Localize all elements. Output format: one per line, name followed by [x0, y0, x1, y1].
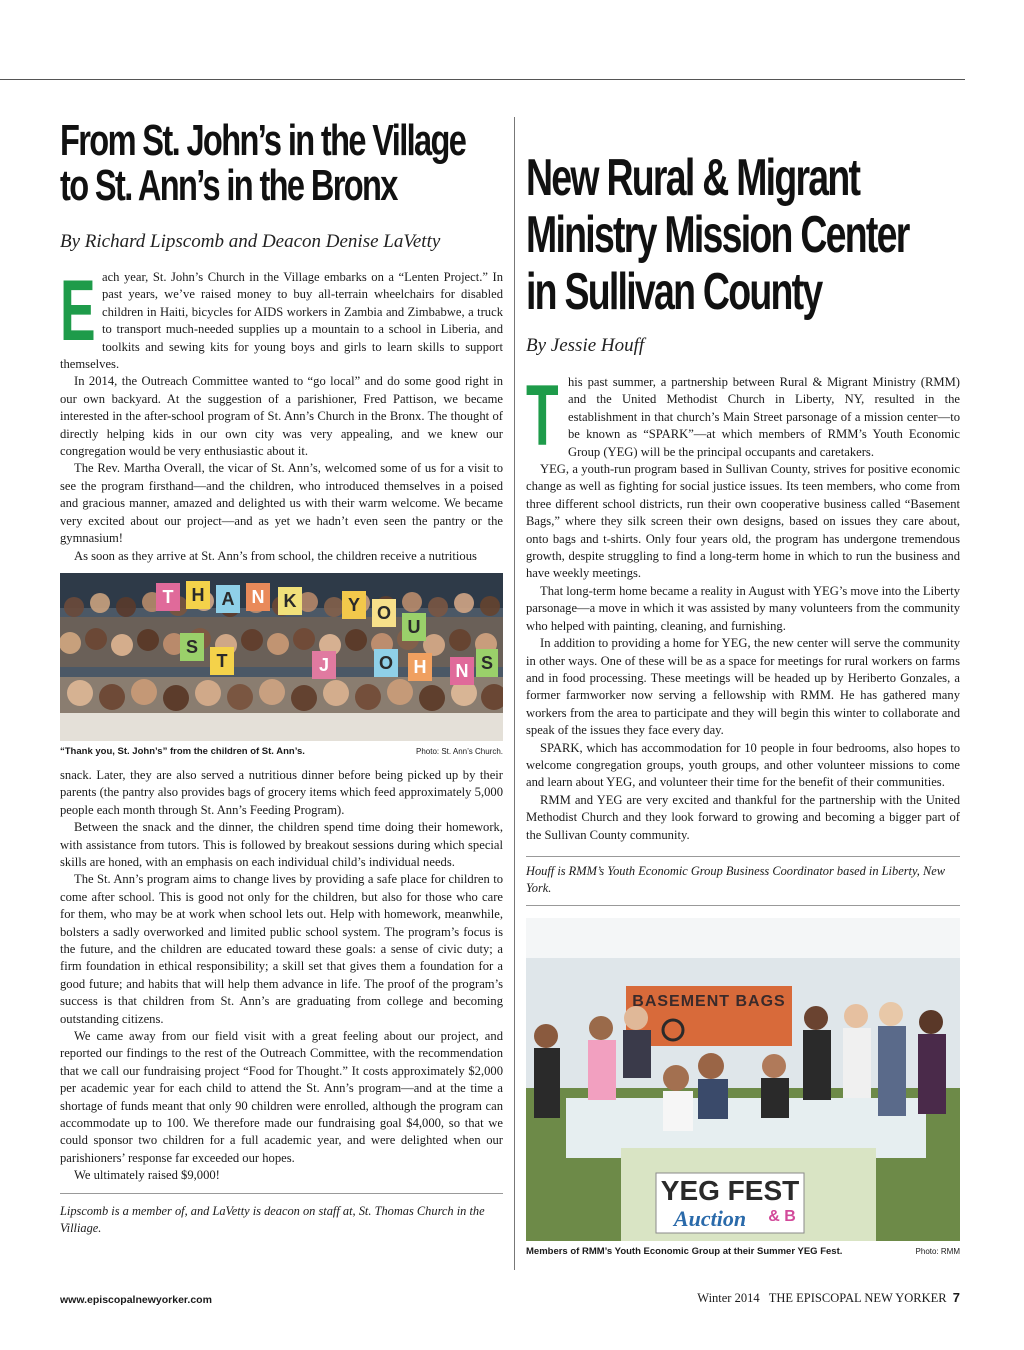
left-paragraph-1: ach year, St. John’s Church in the Village embarks on a “Lenten Project.” In past years, we’ve raised money to buy all-terrain wheelchairs for disabled children in Haiti, bicycles for AIDS workers in Zambia and Zimbabwe, a truck to transport much-needed supplies up a mountain to a school in Liberia, and toolkits and sewing kits for young boys and girls to learn skills to support themselves.	[60, 270, 503, 372]
column-divider	[514, 117, 515, 1270]
left-headline	[60, 118, 504, 208]
right-paragraph-1: his past summer, a partnership between Rural & Migrant Ministry (RMM) and the United Methodist Church in Liberty, NY, resulted in the establishment in that church’s Main Street parsonage of a mission center—to be known as “SPARK”—at which members of RMM’s Youth Economic Group (YEG) will be the principal occupants and caretakers.	[568, 375, 960, 459]
photo-sign-J: J	[312, 651, 336, 679]
right-headline-line-1: New Rural & Migrant	[526, 149, 860, 207]
photo-sign-K: K	[278, 587, 302, 615]
left-paragraph-7: The St. Ann’s program aims to change lives by providing a safe place for children to come after school. This is good not only for the children, but also for those who care for them, who may be at work when school lets out. Help with homework, meanwhile, bolsters a sadly overworked and limited public school system. The program’s focus is the future, and the children are educated toward these goals: a sense of civic duty; a firm foundation in ethical responsibility; a skill set that gives them a foundation for a good future; and habits that will help them advance in life. The proof of the program’s success is that children from St. Ann’s are graduating from college and becoming outstanding citizens.	[60, 872, 503, 1026]
footer-website: www.episcopalnewyorker.com	[60, 1294, 212, 1306]
photo-sign-Y: Y	[342, 591, 366, 619]
photo-sign-S2: S	[476, 649, 498, 677]
basement-bags-banner: BASEMENT BAGS	[632, 992, 786, 1010]
right-byline: By Jessie Houff	[526, 335, 645, 356]
footer-issue: Winter 2014	[697, 1291, 760, 1305]
right-photo-caption: Members of RMM’s Youth Economic Group at their Summer YEG Fest.	[526, 1245, 843, 1257]
right-paragraph-2: YEG, a youth-run program based in Sullivan County, strives for positive economic change as well as fighting for social justice issues. Its teen members, who come from three different school districts, run their own cooperative business called “Basement Bags,” where they silk screen their own designs, based on issues they care about, onto bags and t-shirts. Only four years old, the program has undergone tremendous growth, despite struggling to find a long-term home in which to run the business and have weekly meetings.	[526, 462, 960, 581]
left-paragraph-8: We came away from our field visit with a great feeling about our project, and reported our findings to the rest of the Outreach Committee, with the recommendation that we call our fundraising project “Food for Thought.” It costs approximately $2,000 per academic year for each child to attend the St. Ann’s program—and at the time a shortage of funds meant that only 90 children were enrolled, although the program can accommodate up to 100. We therefore made our fundraising goal $4,000, so that we could sponsor two children for a full academic year, and were delighted when our parishioners’ response far exceeded our hopes.	[60, 1029, 503, 1165]
right-paragraph-3: That long-term home became a reality in August with YEG’s move into the Liberty parsonage—a move in which it was assisted by many volunteers from the community who helped with painting, cleaning, and furnishing.	[526, 583, 960, 633]
photo-sign-O: O	[372, 599, 396, 627]
yeg-fest-sign-line-1: YEG FEST	[660, 1174, 800, 1206]
yeg-fest-sign-line-2: Auction	[673, 1205, 747, 1231]
right-paragraph-5: SPARK, which has accommodation for 10 people in four bedrooms, also hopes to welcome congregation groups, youth groups, and other volunteer missions to come and learn about YEG, and volunteer their time for the benefit of their communities.	[526, 740, 960, 790]
photo-sign-A: A	[216, 585, 240, 613]
photo-sign-N2: N	[450, 657, 474, 685]
left-paragraph-5: snack. Later, they are also served a nutritious dinner before being picked up by their parents (the pantry also provides bags of grocery items which feed approximately 5,000 people each month through St. Ann’s Feeding Program).	[60, 767, 503, 817]
children-group-photo	[60, 573, 503, 741]
photo-sign-T2: T	[210, 647, 234, 675]
right-body	[526, 368, 960, 844]
left-author-note: Lipscomb is a member of, and LaVetty is deacon on staff at, St. Thomas Church in the Villiage.	[60, 1193, 503, 1237]
top-rule	[0, 79, 965, 80]
left-paragraph-2: In 2014, the Outreach Committee wanted to “go local” and do some good right in our own backyard. At the suggestion of a parishioner, Fred Pattison, we became interested in the after-school program of St. Ann’s Church in the Bronx. The thought of directly helping kids in our own city was very appealing, and we knew our congregation would be very enthusiastic about it.	[60, 374, 503, 459]
footer-publication: THE EPISCOPAL NEW YORKER	[768, 1291, 947, 1305]
right-headline-line-2: Ministry Mission Center	[526, 206, 909, 264]
left-headline-line-2: to St. Ann’s in the Bronx	[60, 161, 397, 210]
footer-issue-info	[665, 1290, 960, 1306]
right-paragraph-6: RMM and YEG are very excited and thankful for the partnership with the United Methodist Church and they look forward to growing and becoming a bigger part of the Sullivan County community.	[526, 792, 960, 842]
right-author-note: Houff is RMM’s Youth Economic Group Business Coordinator based in Liberty, New York.	[526, 856, 960, 906]
yeg-fest-sign-amp: & B	[768, 1207, 796, 1225]
left-paragraph-9: We ultimately raised $9,000!	[74, 1168, 220, 1183]
left-photo-caption: “Thank you, St. John’s” from the children of St. Ann’s.	[60, 745, 305, 757]
right-photo-caption-row	[526, 1246, 960, 1257]
left-byline: By Richard Lipscomb and Deacon Denise LaVetty	[60, 231, 441, 252]
right-headline-line-3: in Sullivan County	[526, 263, 822, 321]
left-paragraph-3: The Rev. Martha Overall, the vicar of St. Ann’s, welcomed some of us for a visit to see the program firsthand—and the children, who introduced themselves in a poised and gracious manner, amazed and delighted us with their warm welcome. We became very excited about our project—and as yet we hadn’t even seen the pantry or the gymnasium!	[60, 461, 503, 546]
photo-sign-U: U	[402, 613, 426, 641]
left-headline-line-1: From St. John’s in the Village	[60, 116, 466, 165]
right-headline	[526, 150, 965, 321]
left-paragraph-4: As soon as they arrive at St. Ann’s from school, the children receive a nutritious	[74, 548, 477, 563]
photo-sign-O2: O	[374, 649, 398, 677]
right-article	[526, 150, 960, 1257]
right-paragraph-4: In addition to providing a home for YEG, the new center will serve the community in other ways. One of these will be as a space for meetings for rural workers on farms and in food processing. These meetings will be headed up by Heriberto Gonzales, a former farmworker now serving a fellowship with RMM. He has gathered many workers from the area to participate and they will begin this winter to collaborate and speak of the issues they face every day.	[526, 636, 960, 738]
photo-sign-H: H	[186, 581, 210, 609]
yeg-fest-photo	[526, 918, 960, 1241]
left-photo-caption-row	[60, 746, 503, 757]
left-dropcap: E	[60, 263, 96, 359]
photo-sign-T: T	[156, 583, 180, 611]
photo-sign-H2: H	[408, 653, 432, 681]
photo-sign-N: N	[246, 583, 270, 611]
footer-page-number: 7	[952, 1290, 960, 1305]
right-dropcap: T	[526, 368, 559, 464]
left-body-bottom	[60, 767, 503, 1185]
left-photo-credit: Photo: St. Ann’s Church.	[415, 746, 503, 756]
left-body-top	[60, 263, 503, 565]
right-photo-credit: Photo: RMM	[915, 1246, 960, 1256]
left-paragraph-6: Between the snack and the dinner, the children spend time doing their homework, with assistance from tutors. This is followed by breakout sessions during which special skills are honed, with an emphasis on each individual child’s individual needs.	[60, 820, 503, 869]
left-article	[60, 118, 503, 1237]
photo-sign-S: S	[180, 633, 204, 661]
